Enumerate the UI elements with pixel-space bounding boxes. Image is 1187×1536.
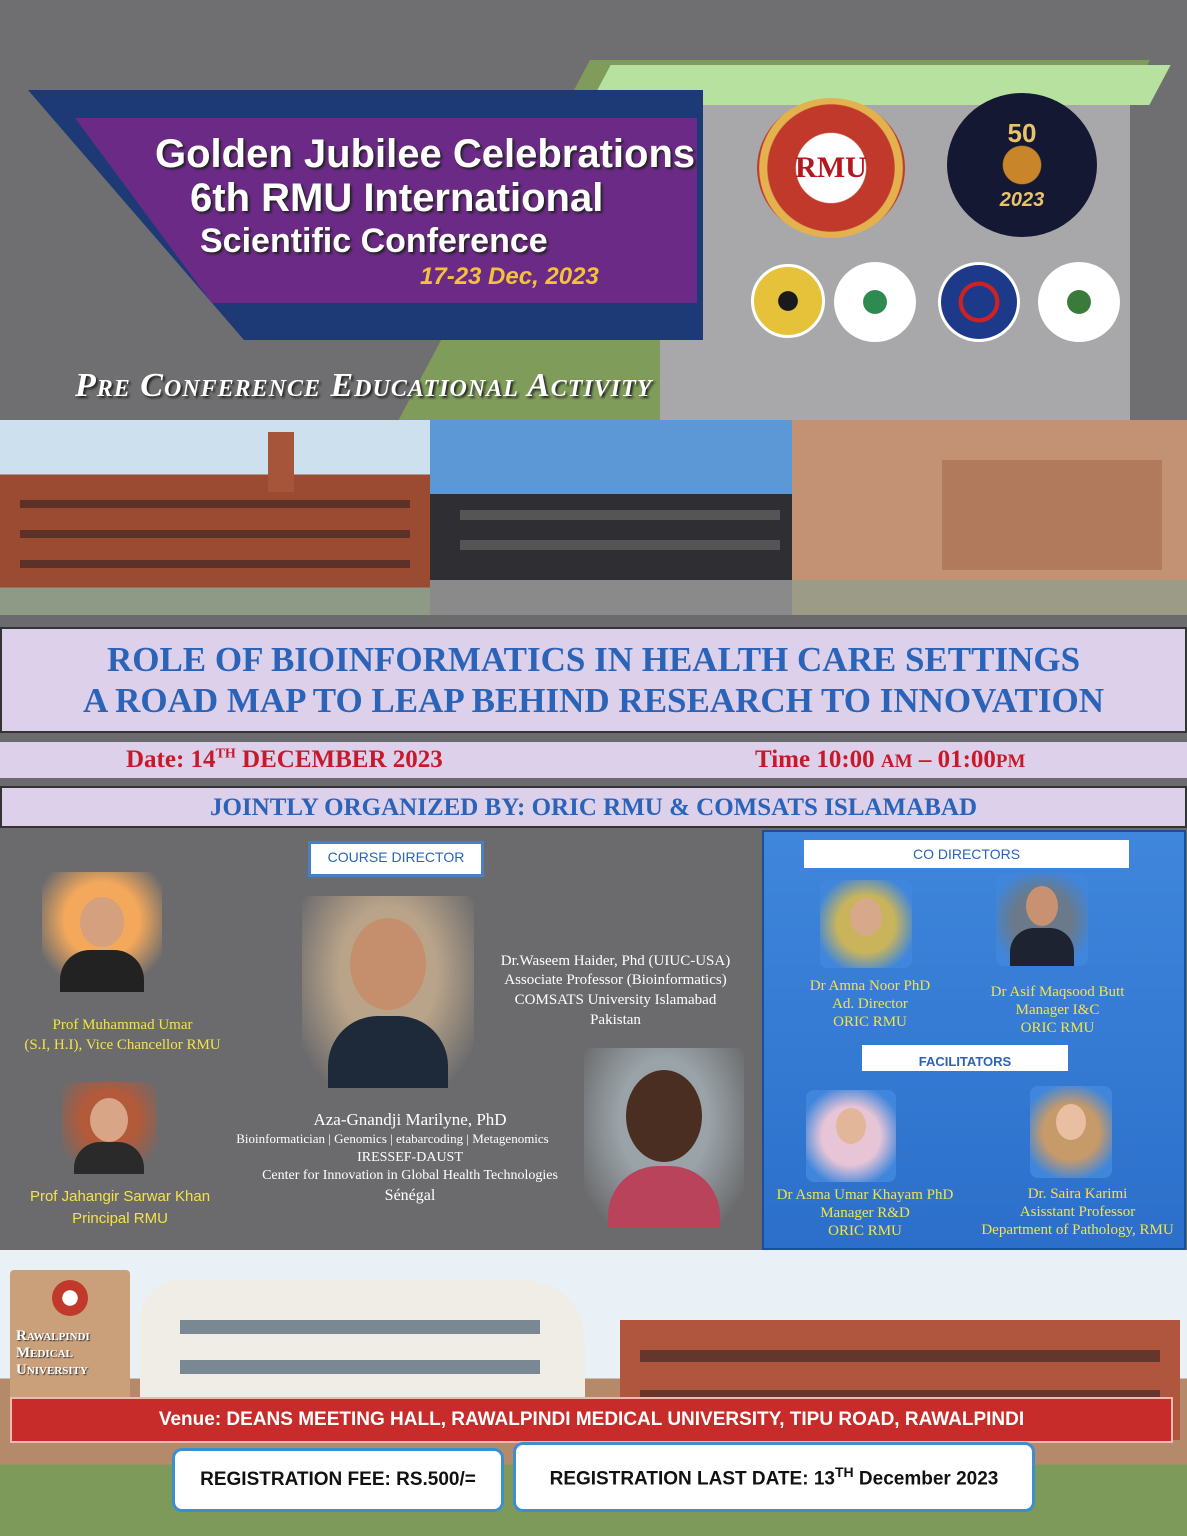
psp-logo xyxy=(834,262,916,342)
conference-title-line1: Golden Jubilee Celebrations xyxy=(155,132,696,176)
waseem-line4: Pakistan xyxy=(590,1012,641,1028)
saira-line1: Dr. Saira Karimi xyxy=(1027,1186,1128,1202)
amna-line3: ORIC RMU xyxy=(833,1014,907,1030)
topic-line1: ROLE OF BIOINFORMATICS IN HEALTH CARE SETTINGS xyxy=(106,640,1081,679)
event-date: Date: 14TH DECEMBER 2023 xyxy=(126,746,443,773)
asif-line1: Dr Asif Maqsood Butt xyxy=(990,984,1125,1000)
waseem-line2: Associate Professor (Bioinformatics) xyxy=(504,972,727,988)
organizers-text: JOINTLY ORGANIZED BY: ORIC RMU & COMSATS ISLAMABAD xyxy=(210,794,977,821)
conference-dates: 17-23 Dec, 2023 xyxy=(420,263,599,290)
asif-photo xyxy=(996,874,1088,966)
hospital-photo-2 xyxy=(430,420,792,615)
amna-photo xyxy=(820,880,912,968)
principal-title: Principal RMU xyxy=(72,1210,168,1227)
aza-line1: Aza-Gnandji Marilyne, PhD xyxy=(313,1110,507,1129)
association-logo xyxy=(938,262,1020,342)
registration-fee-box xyxy=(172,1448,504,1512)
hospital-photo-1 xyxy=(0,420,430,615)
golden-jubilee-logo xyxy=(947,93,1097,237)
aza-line2: Bioinformatician | Genomics | etabarcoding | Metagenomics xyxy=(236,1131,549,1146)
aza-line4: Center for Innovation in Global Health Technologies xyxy=(262,1168,558,1183)
vc-name: Prof Muhammad Umar xyxy=(52,1017,193,1033)
conference-title-line3: Scientific Conference xyxy=(200,222,548,260)
principal-name: Prof Jahangir Sarwar Khan xyxy=(29,1188,211,1205)
registration-deadline: REGISTRATION LAST DATE: 13TH December 2023 xyxy=(549,1463,999,1490)
campus-rmu-logo xyxy=(52,1280,88,1316)
asma-line1: Dr Asma Umar Khayam PhD xyxy=(776,1187,954,1203)
campus-photos-strip xyxy=(0,420,1187,615)
amna-line1: Dr Amna Noor PhD xyxy=(809,978,931,994)
waseem-line1: Dr.Waseem Haider, Phd (UIUC-USA) xyxy=(500,953,731,969)
rawalians-logo xyxy=(751,264,825,338)
jubilee-year: 2023 xyxy=(999,189,1045,211)
asif-line2: Manager I&C xyxy=(1015,1002,1100,1018)
saira-photo xyxy=(1030,1086,1112,1178)
topic-band xyxy=(0,627,1187,733)
organizers-band xyxy=(0,786,1187,828)
asif-line3: ORIC RMU xyxy=(1020,1020,1095,1036)
rmc-alumni-logo xyxy=(1038,262,1120,342)
event-time: Time 10:00 AM – 01:00PM xyxy=(755,746,1026,773)
registration-fee: REGISTRATION FEE: RS.500/= xyxy=(200,1469,476,1490)
hospital-photo-3 xyxy=(792,420,1187,615)
facilitators-label: FACILITATORS xyxy=(862,1045,1068,1071)
topic-line2: A ROAD MAP TO LEAP BEHIND RESEARCH TO INNOVATION xyxy=(82,681,1105,720)
saira-line3: Department of Pathology, RMU xyxy=(981,1222,1174,1238)
rmu-seal-text: RMU xyxy=(795,151,867,184)
header-banner xyxy=(0,0,1187,420)
asma-line3: ORIC RMU xyxy=(828,1223,902,1236)
aza-line3: IRESSEF-DAUST xyxy=(357,1150,463,1165)
jubilee-number: 50 xyxy=(1007,118,1037,148)
asma-photo xyxy=(806,1090,896,1182)
waseem-photo xyxy=(302,896,474,1088)
saira-line2: Asisstant Professor xyxy=(1019,1204,1136,1220)
waseem-line3: COMSATS University Islamabad xyxy=(514,992,717,1008)
asma-line2: Manager R&D xyxy=(820,1205,910,1221)
conference-title-line2: 6th RMU International xyxy=(190,176,604,220)
registration-deadline-box xyxy=(513,1442,1035,1512)
course-director-label: COURSE DIRECTOR xyxy=(308,841,484,877)
pre-conference-subtitle: Pre Conference Educational Activity xyxy=(75,367,653,404)
campus-sign-text: Rawalpindi Medical University xyxy=(16,1328,90,1378)
venue-banner: Venue: DEANS MEETING HALL, RAWALPINDI MEDICAL UNIVERSITY, TIPU ROAD, RAWALPINDI xyxy=(10,1397,1173,1443)
co-directors-label: CO DIRECTORS xyxy=(804,840,1129,868)
amna-line2: Ad. Director xyxy=(832,996,908,1012)
principal-photo xyxy=(62,1082,157,1174)
vc-title: (S.I, H.I), Vice Chancellor RMU xyxy=(24,1037,221,1053)
vc-photo xyxy=(42,872,162,992)
aza-line5: Sénégal xyxy=(384,1187,436,1204)
rmu-seal-logo xyxy=(757,98,905,238)
